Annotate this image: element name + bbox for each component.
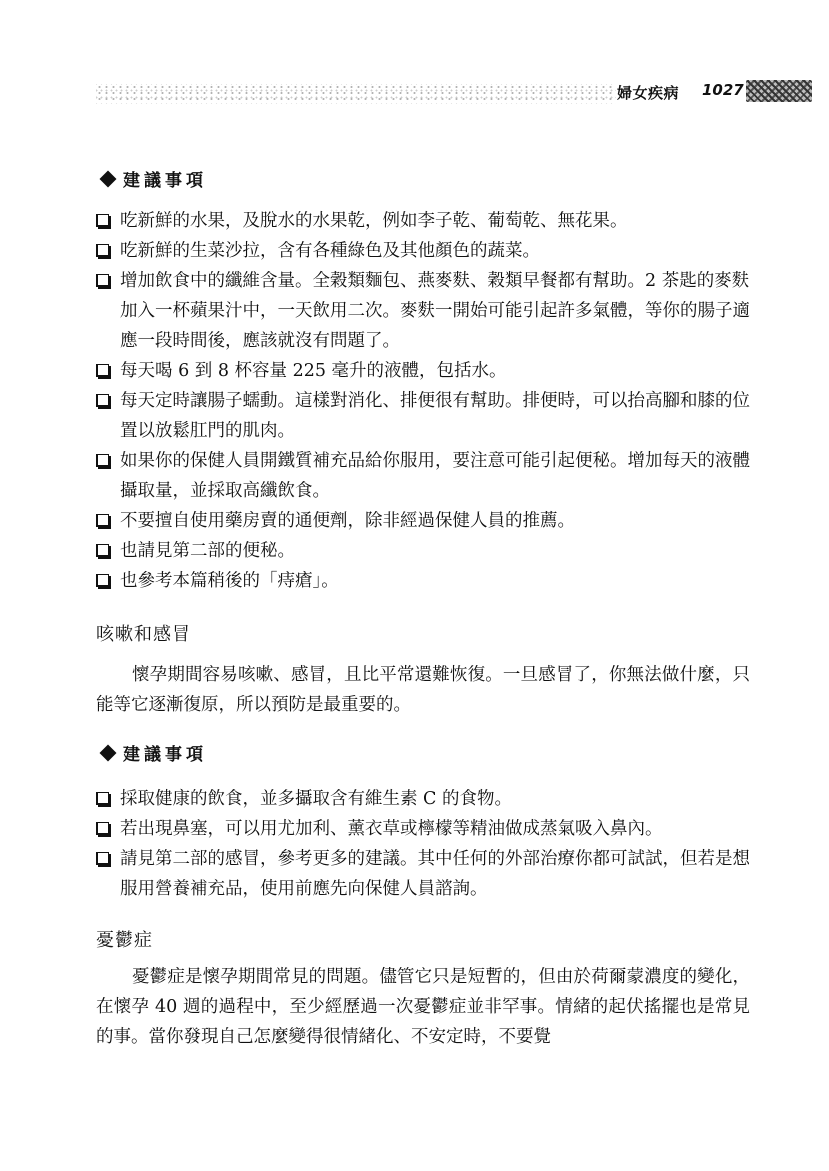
- subheading-text: 建議事項: [123, 745, 207, 765]
- subheading-text: 建議事項: [123, 171, 207, 191]
- list-item: [96, 236, 756, 266]
- list-item: [96, 266, 756, 356]
- running-header-title: 婦女疾病: [617, 84, 680, 102]
- checkbox-icon: [96, 574, 109, 587]
- checkbox-icon: [96, 454, 109, 467]
- list-item-text: 若出現鼻塞，可以用尤加利、薰衣草或檸檬等精油做成蒸氣吸入鼻內。: [120, 819, 663, 839]
- list-item-text: 也請見第二部的便秘。: [120, 541, 295, 561]
- list-item: [96, 784, 756, 814]
- checkbox-icon: [96, 514, 109, 527]
- list-item: [96, 386, 756, 446]
- section-heading-depression: 憂鬱症: [96, 930, 153, 951]
- list-item: [96, 446, 756, 506]
- list-item-text: 每天喝 6 到 8 杯容量 225 毫升的液體，包括水。: [120, 361, 507, 381]
- checkbox-icon: [96, 244, 109, 257]
- checkbox-icon: [96, 214, 109, 227]
- diamond-bullet-icon: [100, 744, 117, 761]
- list-item: [96, 536, 756, 566]
- header-decoration: [96, 84, 616, 104]
- checkbox-icon: [96, 852, 109, 865]
- checkbox-icon: [96, 364, 109, 377]
- list-item: [96, 566, 756, 596]
- list-item-text: 吃新鮮的生菜沙拉，含有各種綠色及其他顏色的蔬菜。: [120, 241, 540, 261]
- checkbox-icon: [96, 274, 109, 287]
- checkbox-icon: [96, 792, 109, 805]
- list-item-text: 吃新鮮的水果，及脫水的水果乾，例如李子乾、葡萄乾、無花果。: [120, 211, 628, 231]
- list-item-text: 不要擅自使用藥房賣的通便劑，除非經過保健人員的推薦。: [120, 511, 575, 531]
- list-item: [96, 206, 756, 236]
- list-item: [96, 356, 756, 386]
- subheading-recommendations-1: [100, 166, 207, 191]
- list-item-text: 也參考本篇稍後的「痔瘡」。: [120, 571, 339, 591]
- list-item-text: 每天定時讓腸子蠕動。這樣對消化、排便很有幫助。排便時，可以抬高腳和膝的位置以放鬆肛門的肌肉。: [120, 391, 750, 441]
- subheading-recommendations-2: [100, 740, 207, 765]
- page-number: 1027: [702, 81, 744, 99]
- list-item: [96, 844, 756, 904]
- list-item: [96, 506, 756, 536]
- recommendation-list-1: [96, 206, 756, 596]
- section-heading-cough-cold: 咳嗽和感冒: [96, 624, 191, 645]
- list-item-text: 採取健康的飲食，並多攝取含有維生素 C 的食物。: [120, 789, 513, 809]
- list-item-text: 如果你的保健人員開鐵質補充品給你服用，要注意可能引起便秘。增加每天的液體攝取量，並採取高纖飲食。: [120, 451, 750, 501]
- header-pattern-decoration: [746, 80, 812, 102]
- recommendation-list-2: [96, 784, 756, 904]
- list-item-text: 請見第二部的感冒，參考更多的建議。其中任何的外部治療你都可試試，但若是想服用營養補充品，使用前應先向保健人員諮詢。: [120, 849, 750, 899]
- checkbox-icon: [96, 822, 109, 835]
- list-item: [96, 814, 756, 844]
- checkbox-icon: [96, 394, 109, 407]
- paragraph-depression: 憂鬱症是懷孕期間常見的問題。儘管它只是短暫的，但由於荷爾蒙濃度的變化，在懷孕 40 週的過程中，至少經歷過一次憂鬱症並非罕事。情緒的起伏搖擺也是常見的事。當你發現自己怎麼變得很情緒化、不安定時，不要覺: [96, 967, 750, 1047]
- diamond-bullet-icon: [100, 170, 117, 187]
- checkbox-icon: [96, 544, 109, 557]
- paragraph-cough-cold: 懷孕期間容易咳嗽、感冒，且比平常還難恢復。一旦感冒了，你無法做什麼，只能等它逐漸復原，所以預防是最重要的。: [96, 665, 750, 715]
- list-item-text: 增加飲食中的纖維含量。全穀類麵包、燕麥麩、穀類早餐都有幫助。2 茶匙的麥麩加入一杯蘋果汁中，一天飲用二次。麥麩一開始可能引起許多氣體，等你的腸子適應一段時間後，應該就沒有問題了。: [120, 271, 750, 351]
